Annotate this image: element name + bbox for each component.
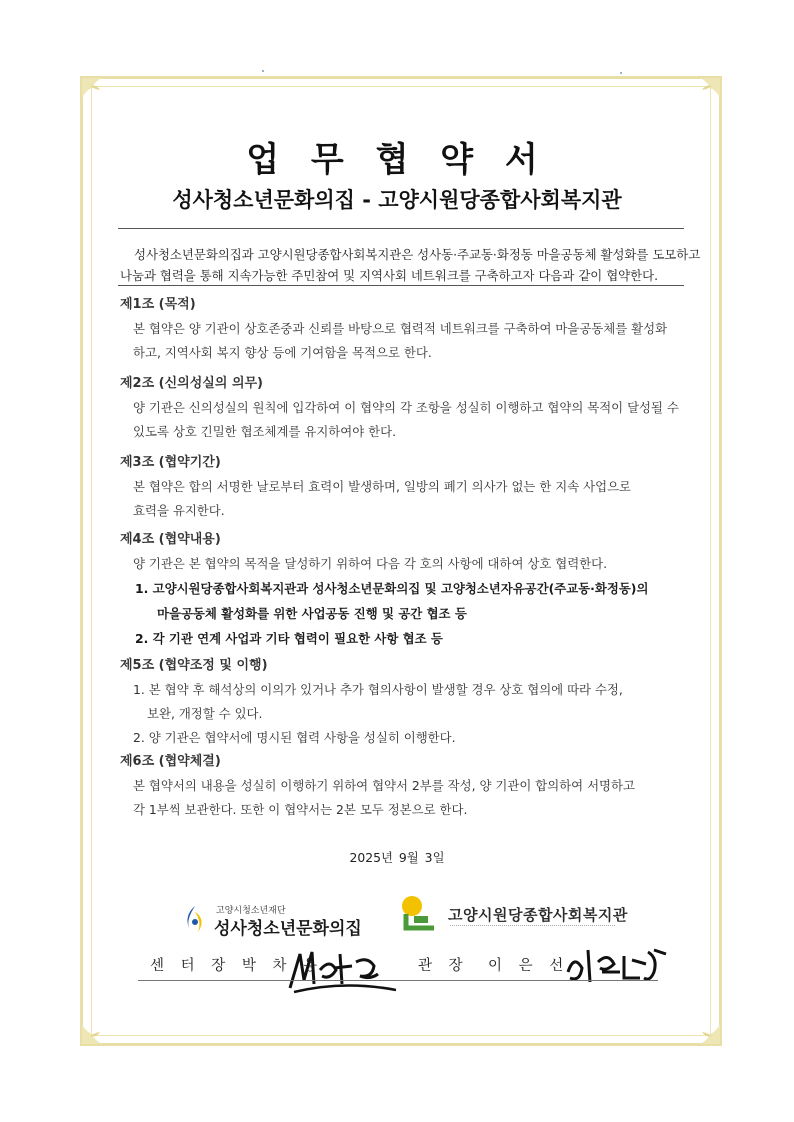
left-signatory: 센 터 장 박 차 용	[150, 958, 324, 974]
scan-dot	[620, 72, 622, 74]
article-body	[120, 552, 700, 576]
article-heading: 제6조 (협약체결)	[120, 754, 221, 769]
youth-foundation-emblem-icon	[182, 904, 208, 934]
article-5	[120, 654, 700, 750]
article-line: 있도록 상호 긴밀한 협조체계를 유지하여야 한다.	[133, 424, 397, 439]
right-signatory-role: 관 장	[418, 958, 469, 974]
list-item: 2. 각 기관 연계 사업과 기타 협력이 필요한 사항 협조 등	[135, 631, 443, 646]
article-line: 각 1부씩 보관한다. 또한 이 협약서는 2본 모두 정본으로 한다.	[133, 802, 468, 817]
article-3	[120, 451, 700, 523]
list-item: 마을공동체 활성화를 위한 사업공동 진행 및 공간 협조 등	[157, 606, 467, 621]
article-line: 2. 양 기관은 협약서에 명시된 협력 사항을 성실히 이행한다.	[133, 730, 456, 745]
welfare-center-name: 고양시원당종합사회복지관	[448, 906, 628, 924]
english-tagline-faint	[450, 925, 615, 930]
cooperation-list	[120, 576, 700, 651]
scan-dot	[262, 70, 264, 72]
article-body	[120, 396, 700, 444]
intro-line: 성사청소년문화의집과 고양시원당종합사회복지관은 성사동·주교동·화정동 마을공동체 활성화를 도모하고	[134, 247, 701, 262]
article-body	[120, 317, 700, 365]
signature-right-handwritten-icon	[562, 942, 672, 992]
intro-line: 나눔과 협력을 통해 지속가능한 주민참여 및 지역사회 네트워크를 구축하고자 다음과 같이 협약한다.	[120, 268, 659, 283]
article-line: 양 기관은 본 협약의 목적을 달성하기 위하여 다음 각 호의 사항에 대하여 상호 협력한다.	[133, 556, 608, 571]
article-line: 하고, 지역사회 복지 향상 등에 기여함을 목적으로 한다.	[133, 345, 432, 360]
article-line: 본 협약은 합의 서명한 날로부터 효력이 발생하며, 일방의 폐기 의사가 없는 한 지속 사업으로	[133, 479, 632, 494]
right-signatory-name: 이 은 선	[488, 958, 570, 974]
article-heading: 제3조 (협약기간)	[120, 455, 221, 470]
foundation-name: 고양시청소년재단	[216, 906, 286, 916]
center-name: 성사청소년문화의집	[214, 919, 362, 939]
article-line: 본 협약서의 내용을 성실히 이행하기 위하여 협약서 2부를 작성, 양 기관이 합의하여 서명하고	[133, 778, 635, 793]
article-1	[120, 293, 700, 365]
article-line: 본 협약은 양 기관이 상호존중과 신뢰를 바탕으로 협력적 네트워크를 구축하여 마을공동체를 활성화	[133, 321, 668, 336]
welfare-center-emblem-icon	[398, 894, 442, 938]
article-body	[120, 475, 700, 523]
article-line: 양 기관은 신의성실의 원칙에 입각하여 이 협약의 각 조항을 성실히 이행하고 협약의 목적이 달성될 수	[133, 400, 679, 415]
article-2	[120, 372, 700, 444]
corner-ornament-icon	[80, 1006, 120, 1046]
article-heading: 제4조 (협약내용)	[120, 532, 221, 547]
article-heading: 제5조 (협약조정 및 이행)	[120, 658, 268, 673]
article-heading: 제2조 (신의성실의 의무)	[120, 376, 264, 391]
article-line: 효력을 유지한다.	[133, 503, 225, 518]
list-item: 1. 고양시원당종합사회복지관과 성사청소년문화의집 및 고양청소년자유공간(주교동·화정동)의	[135, 581, 649, 596]
intro-paragraph	[120, 244, 710, 286]
document-subtitle: 성사청소년문화의집 - 고양시원당종합사회복지관	[172, 188, 622, 212]
article-body	[120, 678, 700, 750]
divider	[118, 285, 684, 286]
agreement-date: 2025년 9월 3일	[349, 850, 445, 865]
article-line: 보완, 개정할 수 있다.	[147, 706, 263, 721]
article-body	[120, 774, 700, 822]
article-heading: 제1조 (목적)	[120, 297, 196, 312]
document-title: 업 무 협 약 서	[246, 140, 548, 180]
signature-left-handwritten-icon	[284, 940, 404, 1000]
article-6	[120, 750, 700, 822]
divider	[118, 228, 684, 229]
seongsa-youth-center-logo	[182, 900, 382, 940]
signature-underline	[138, 980, 658, 981]
wondang-welfare-center-logo	[398, 894, 638, 940]
corner-ornament-icon	[682, 1006, 722, 1046]
article-line: 1. 본 협약 후 해석상의 이의가 있거나 추가 협의사항이 발생할 경우 상호 협의에 따라 수정,	[133, 682, 623, 697]
corner-ornament-icon	[80, 76, 120, 116]
article-4	[120, 528, 700, 651]
corner-ornament-icon	[682, 76, 722, 116]
